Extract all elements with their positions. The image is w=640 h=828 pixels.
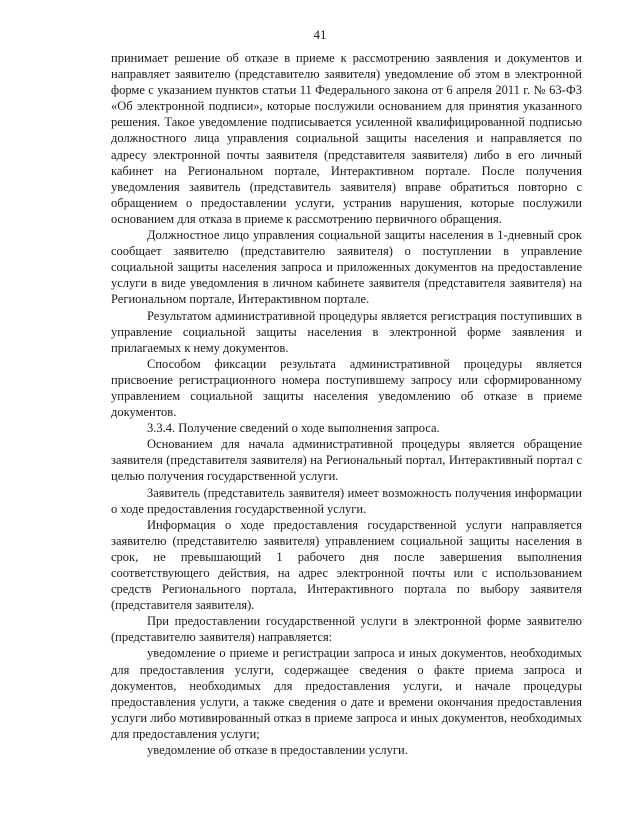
- document-body: [111, 50, 582, 758]
- paragraph-progress-information: Информация о ходе предоставления государственной услуги направляется заявителю (представителю заявителя) управлением социальной защиты населения в срок, не превышающий 1 рабочего дня после завершения выполнения соответствующего действия, на адрес электронной почты или с использованием средств Регионального портала, Интерактивного портала по выбору заявителя (представителя заявителя).: [111, 517, 582, 613]
- paragraph-procedure-basis: Основанием для начала административной процедуры является обращение заявителя (представителя заявителя) на Региональный портал, Интерактивный портал с целью получения государственной услуги.: [111, 437, 582, 484]
- paragraph-decision-refusal: принимает решение об отказе в приеме к рассмотрению заявления и документов и направляет заявителю (представителю заявителя) уведомление об этом в электронной форме с указанием пунктов статьи 11 Федерального закона от 6 апреля 2011 г. № 63-ФЗ «Об электронной подписи», которые послужили основанием для принятия указанного решения. Такое уведомление подписывается усиленной квалифицированной подписью должностного лица управления социальной защиты населения и направляется по адресу электронной почты заявителя (представителя заявителя) либо в его личный кабинет на Региональном портале, Интерактивном портале. После получения уведомления заявитель (представитель заявителя) вправе обратиться повторно с обращением о предоставлении услуги, устранив нарушения, которые послужили основанием для отказа в приеме к рассмотрению первичного обращения.: [111, 51, 582, 226]
- paragraph-procedure-result: Результатом административной процедуры является регистрация поступивших в управление социальной защиты населения в электронной форме заявления и прилагаемых к нему документов.: [111, 308, 582, 355]
- section-heading-3-3-4: 3.3.4. Получение сведений о ходе выполнения запроса.: [147, 421, 440, 436]
- paragraph-official-notification: Должностное лицо управления социальной защиты населения в 1-дневный срок сообщает заявителю (представителю заявителя) о поступлении в управление социальной защиты населения запроса и приложенных документов на предоставление услуги в виде уведомления в личном кабинете заявителя (представителя заявителя) на Региональном портале, Интерактивном портале.: [111, 228, 582, 307]
- page-number: 41: [313, 27, 327, 42]
- paragraph-applicant-possibility: Заявитель (представитель заявителя) имеет возможность получения информации о ходе предоставления государственной услуги.: [111, 485, 582, 516]
- paragraph-electronic-form-intro: При предоставлении государственной услуги в электронной форме заявителю (представителю заявителя) направляется:: [111, 614, 582, 645]
- list-item-refusal-notification: уведомление об отказе в предоставлении услуги.: [147, 743, 408, 758]
- paragraph-fixation-method: Способом фиксации результата административной процедуры является присвоение регистрационного номера поступившему запросу или сформированному управлением социальной защиты населения уведомлению об отказе в приеме документов.: [111, 356, 582, 420]
- list-item-receipt-notification: уведомление о приеме и регистрации запроса и иных документов, необходимых для предоставления услуги, содержащее сведения о факте приема запроса и документов, необходимых для предоставления услуги, и начале процедуры предоставления услуги, а также сведения о дате и времени окончания предоставления услуги либо мотивированный отказ в приеме запроса и иных документов, необходимых для предоставления услуги;: [111, 646, 582, 741]
